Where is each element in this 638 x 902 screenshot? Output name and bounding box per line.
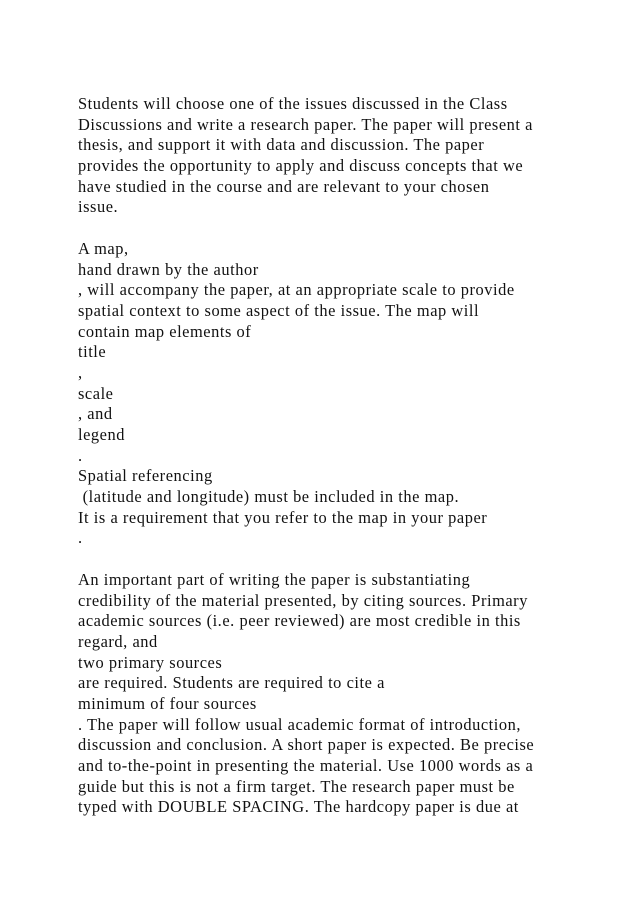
text-line: discussion and conclusion. A short paper is expected. Be precise bbox=[78, 735, 535, 755]
text-line: legend bbox=[78, 425, 125, 444]
text-line: credibility of the material presented, by citing sources. Primary bbox=[78, 590, 528, 610]
text-line: contain map elements of bbox=[78, 321, 252, 341]
text-line: provides the opportunity to apply and discuss concepts that we bbox=[78, 156, 524, 176]
text-line: (latitude and longitude) must be included in the map. bbox=[78, 487, 460, 507]
document-body bbox=[78, 94, 623, 818]
text-line: Spatial referencing bbox=[78, 466, 213, 486]
text-line: . bbox=[78, 445, 83, 465]
text-line: , will accompany the paper, at an appropriate scale to provide bbox=[78, 280, 515, 300]
blank-line bbox=[78, 549, 623, 570]
text-line: spatial context to some aspect of the issue. The map will bbox=[78, 300, 480, 320]
text-line: have studied in the course and are relevant to your chosen bbox=[78, 176, 490, 196]
text-line: thesis, and support it with data and discussion. The paper bbox=[78, 135, 485, 155]
text-line: scale bbox=[78, 383, 114, 403]
text-line: title bbox=[78, 342, 107, 362]
text-line: two primary sources bbox=[78, 652, 223, 672]
text-line: A map, bbox=[78, 238, 129, 258]
text-line: , bbox=[78, 362, 83, 382]
text-line: . bbox=[78, 528, 83, 548]
text-line: are required. Students are required to cite a bbox=[78, 673, 385, 693]
text-line: Discussions and write a research paper. The paper will present a bbox=[78, 114, 533, 134]
text-line: typed with DOUBLE SPACING. The hardcopy paper is due at bbox=[78, 797, 519, 817]
text-line: An important part of writing the paper is substantiating bbox=[78, 569, 471, 589]
blank-line bbox=[78, 218, 623, 239]
text-line: academic sources (i.e. peer reviewed) are most credible in this bbox=[78, 611, 521, 631]
text-line: minimum of four sources bbox=[78, 693, 257, 713]
text-line: . The paper will follow usual academic format of introduction, bbox=[78, 714, 521, 734]
text-line: It is a requirement that you refer to the map in your paper bbox=[78, 507, 488, 527]
text-line: regard, and bbox=[78, 631, 158, 651]
text-line: hand drawn by the author bbox=[78, 259, 259, 279]
text-line: Students will choose one of the issues discussed in the Class bbox=[78, 94, 508, 113]
text-line: , and bbox=[78, 404, 113, 424]
text-line: and to-the-point in presenting the material. Use 1000 words as a bbox=[78, 756, 534, 775]
text-line: guide but this is not a firm target. The research paper must be bbox=[78, 776, 515, 796]
text-line: issue. bbox=[78, 197, 119, 217]
